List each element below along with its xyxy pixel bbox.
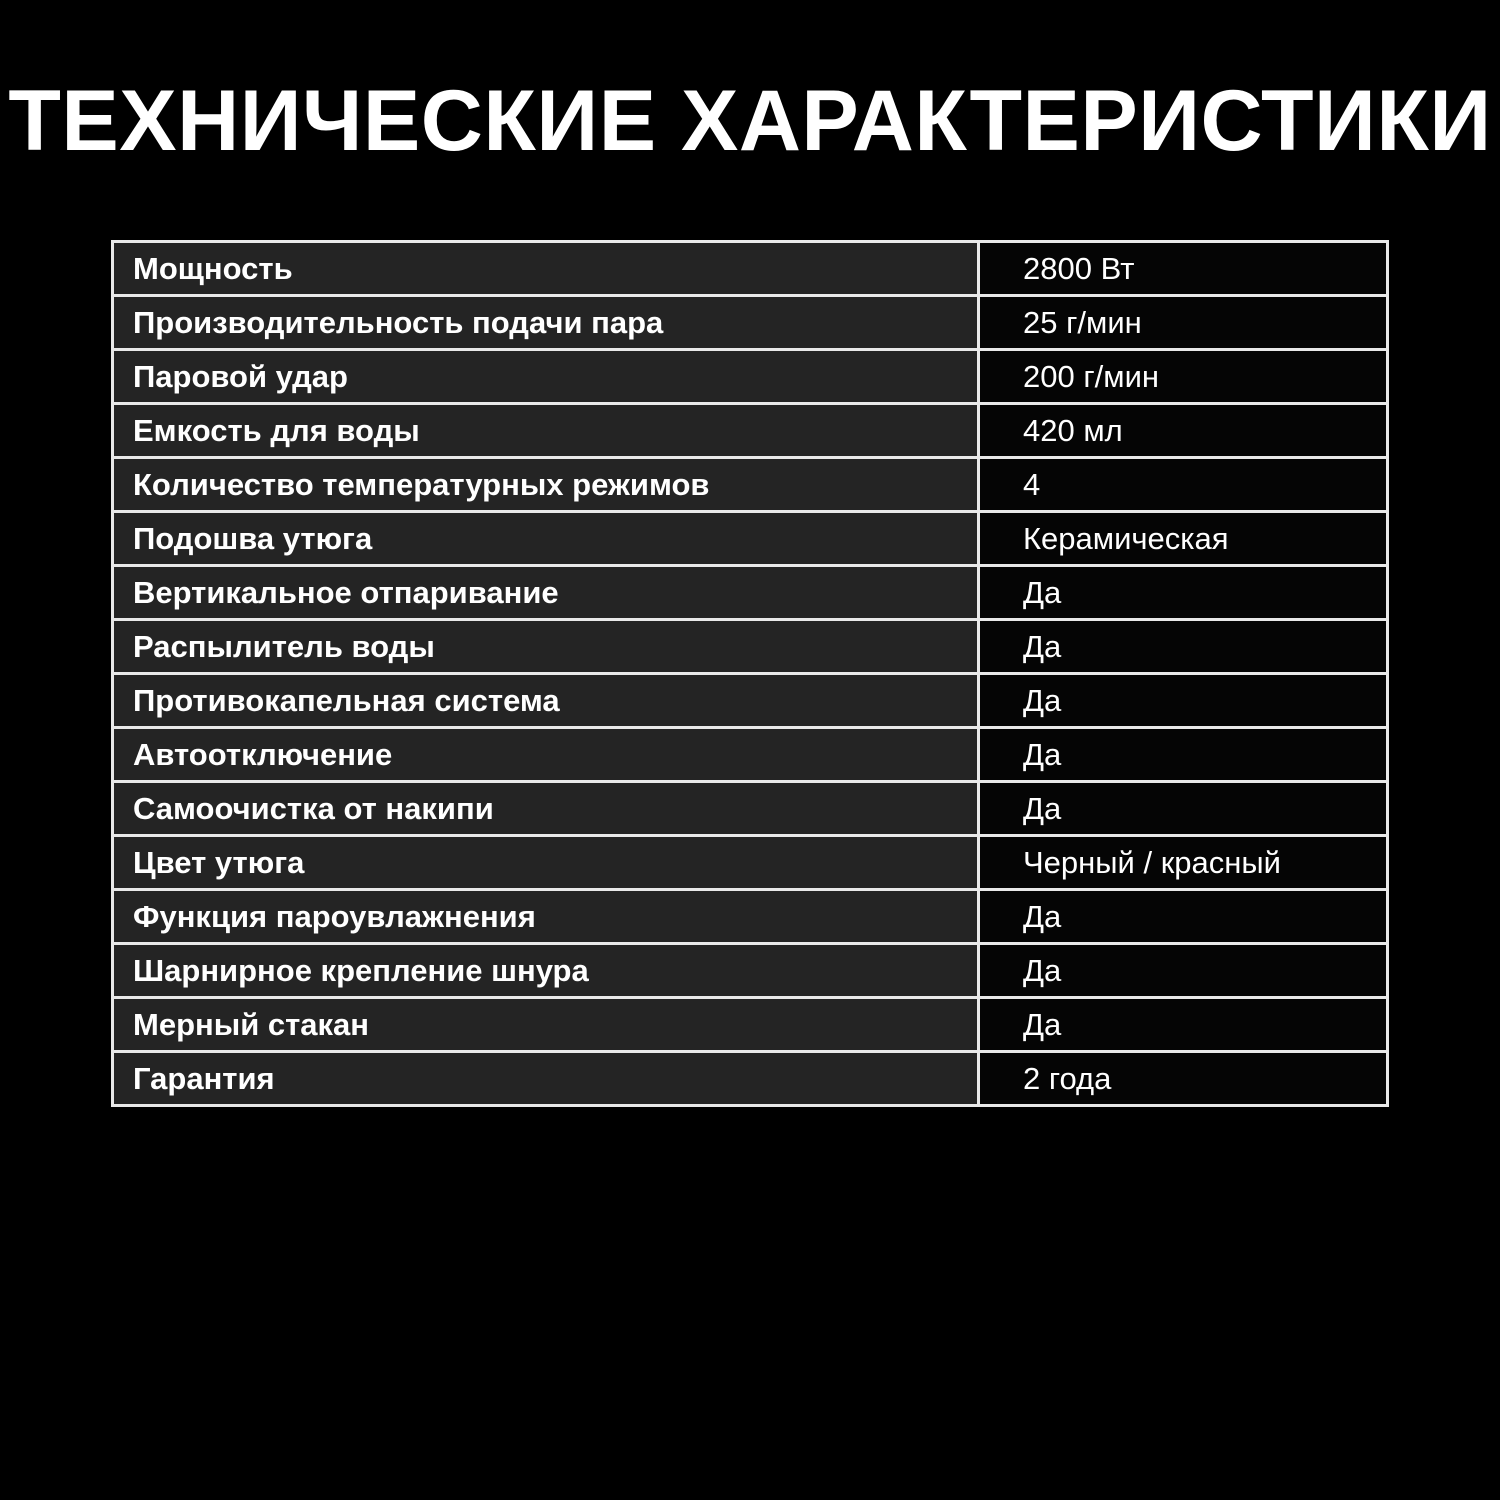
spec-label: Цвет утюга xyxy=(113,836,979,890)
table-row xyxy=(113,998,1388,1052)
table-row xyxy=(113,404,1388,458)
table-row xyxy=(113,512,1388,566)
table-row xyxy=(113,944,1388,998)
spec-label: Гарантия xyxy=(113,1052,979,1106)
spec-value: 25 г/мин xyxy=(979,296,1388,350)
spec-value: Да xyxy=(979,890,1388,944)
spec-value: 2800 Вт xyxy=(979,242,1388,296)
spec-table-body xyxy=(113,242,1388,1106)
table-row xyxy=(113,296,1388,350)
spec-label: Шарнирное крепление шнура xyxy=(113,944,979,998)
table-row xyxy=(113,620,1388,674)
spec-label: Количество температурных режимов xyxy=(113,458,979,512)
spec-label: Мощность xyxy=(113,242,979,296)
spec-value: Керамическая xyxy=(979,512,1388,566)
spec-value: 4 xyxy=(979,458,1388,512)
spec-value: Да xyxy=(979,782,1388,836)
spec-value: Да xyxy=(979,728,1388,782)
table-row xyxy=(113,242,1388,296)
spec-value: 200 г/мин xyxy=(979,350,1388,404)
table-row xyxy=(113,1052,1388,1106)
spec-value: 2 года xyxy=(979,1052,1388,1106)
spec-label: Функция пароувлажнения xyxy=(113,890,979,944)
spec-label: Производительность подачи пара xyxy=(113,296,979,350)
table-row xyxy=(113,728,1388,782)
table-row xyxy=(113,350,1388,404)
spec-value: Да xyxy=(979,944,1388,998)
spec-label: Паровой удар xyxy=(113,350,979,404)
spec-label: Самоочистка от накипи xyxy=(113,782,979,836)
spec-label: Противокапельная система xyxy=(113,674,979,728)
table-row xyxy=(113,836,1388,890)
table-row xyxy=(113,890,1388,944)
spec-label: Мерный стакан xyxy=(113,998,979,1052)
page-title: ТЕХНИЧЕСКИЕ ХАРАКТЕРИСТИКИ xyxy=(8,73,1492,169)
spec-value: Черный / красный xyxy=(979,836,1388,890)
spec-label: Подошва утюга xyxy=(113,512,979,566)
table-row xyxy=(113,458,1388,512)
spec-label: Автоотключение xyxy=(113,728,979,782)
spec-label: Емкость для воды xyxy=(113,404,979,458)
spec-table xyxy=(111,240,1389,1107)
spec-value: Да xyxy=(979,674,1388,728)
spec-label: Распылитель воды xyxy=(113,620,979,674)
spec-value: Да xyxy=(979,998,1388,1052)
table-row xyxy=(113,566,1388,620)
spec-value: Да xyxy=(979,620,1388,674)
table-row xyxy=(113,782,1388,836)
spec-value: 420 мл xyxy=(979,404,1388,458)
spec-label: Вертикальное отпаривание xyxy=(113,566,979,620)
table-row xyxy=(113,674,1388,728)
spec-value: Да xyxy=(979,566,1388,620)
